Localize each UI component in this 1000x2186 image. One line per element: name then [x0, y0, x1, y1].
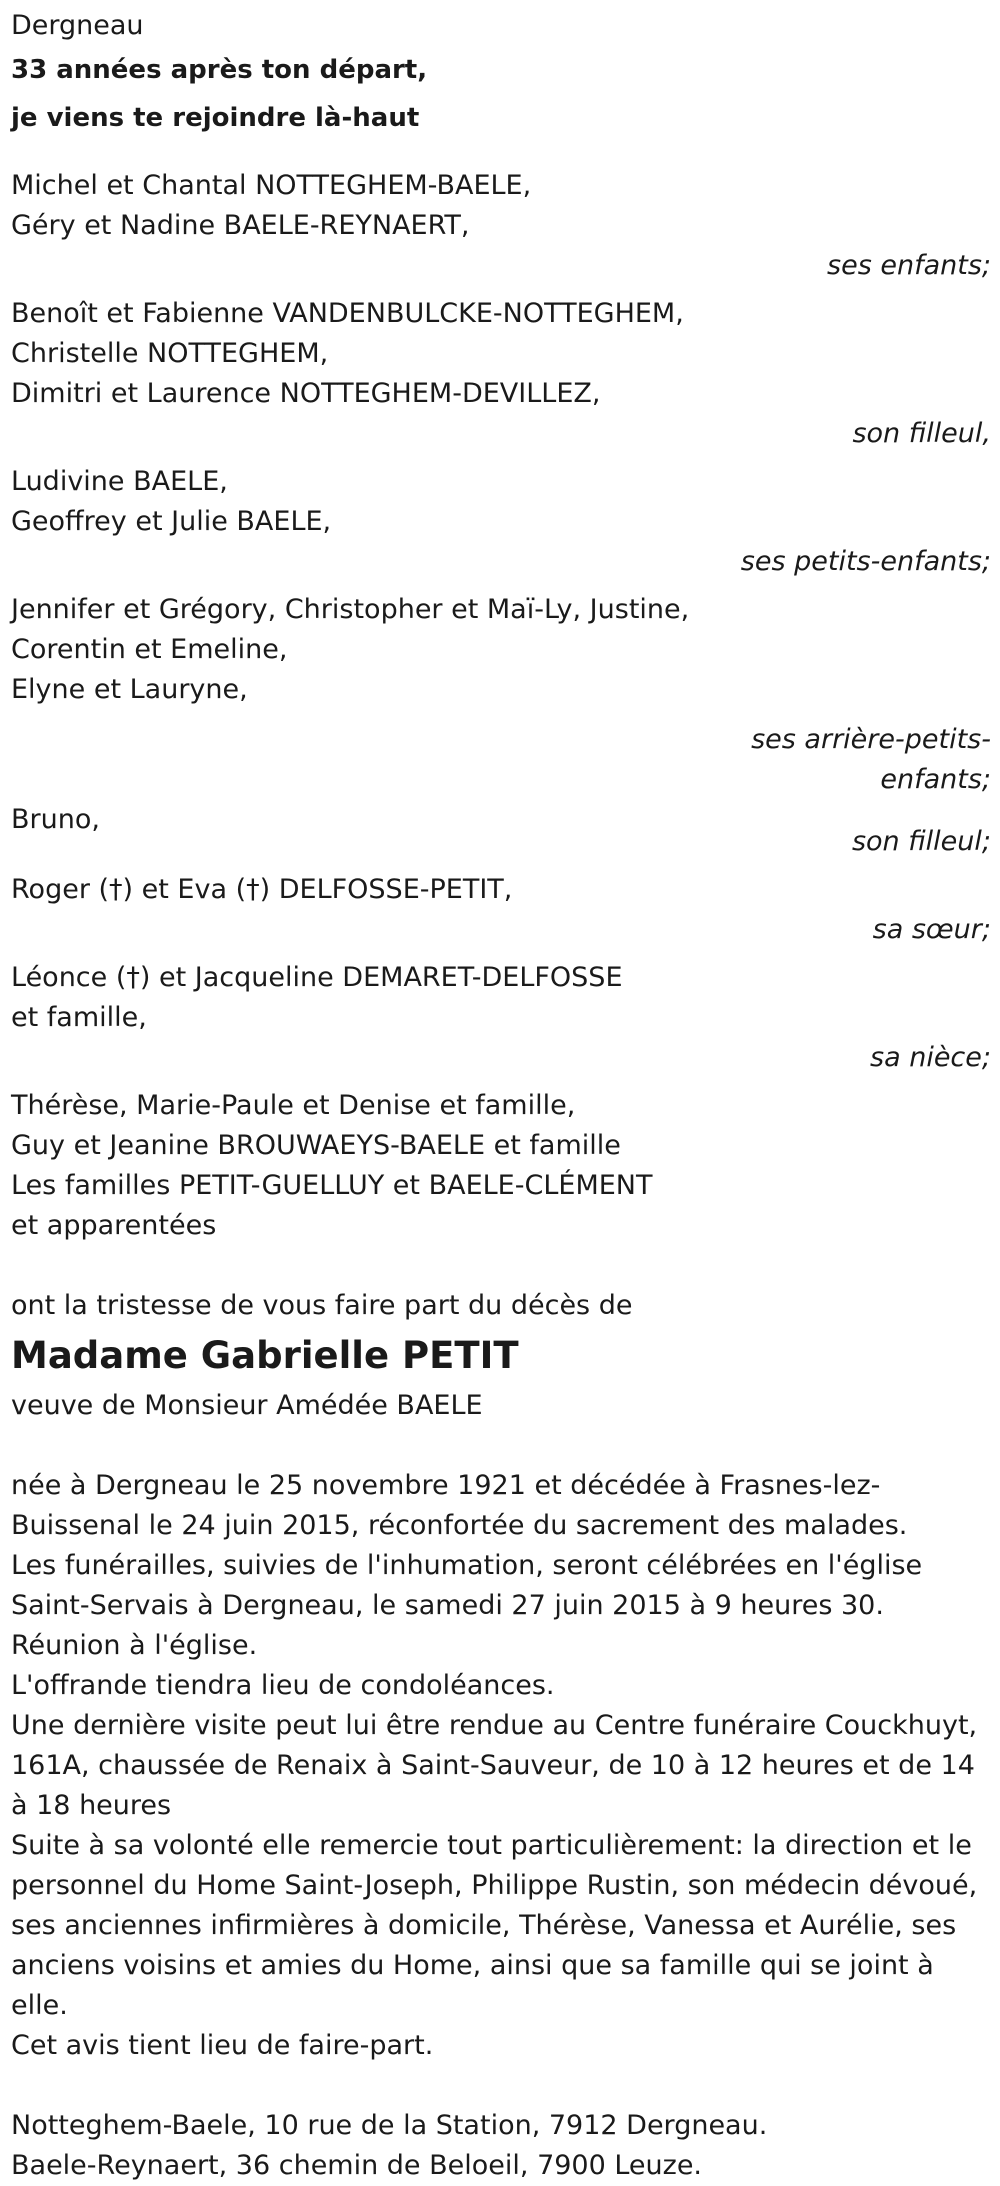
family-group-children [11, 166, 990, 286]
relation-label: sa sœur; [872, 914, 991, 945]
family-group-great-grandchildren [11, 590, 990, 800]
family-name-line: Jennifer et Grégory, Christopher et Maï-Ly, Justine, [11, 594, 690, 625]
notice-paragraph: Cet avis tient lieu de faire-part. [11, 2030, 434, 2061]
family-name-line: Dimitri et Laurence NOTTEGHEM-DEVILLEZ, [11, 378, 601, 409]
family-name-line: Corentin et Emeline, [11, 634, 288, 665]
family-name-line: Elyne et Lauryne, [11, 674, 248, 705]
family-name-line: Léonce (†) et Jacqueline DEMARET-DELFOSSE [11, 962, 623, 993]
family-name-line: Bruno, [11, 804, 100, 835]
relation-label: ses enfants; [827, 250, 991, 281]
family-name-line: Ludivine BAELE, [11, 466, 228, 497]
address-line: Baele-Reynaert, 36 chemin de Beloeil, 7900 Leuze. [11, 2150, 703, 2181]
family-group-bruno [11, 800, 990, 862]
funeral-paragraph: Les funérailles, suivies de l'inhumation, seront célébrées en l'église Saint-Servais à Dergneau, le samedi 27 juin 2015 à 9 heures 30. [11, 1550, 923, 1621]
family-name-line: Geoffrey et Julie BAELE, [11, 506, 332, 537]
intro-line-1: 33 années après ton départ, [11, 55, 428, 85]
meeting-paragraph: Réunion à l'église. [11, 1630, 258, 1661]
family-group-niece [11, 958, 990, 1078]
family-name-line: Michel et Chantal NOTTEGHEM-BAELE, [11, 170, 532, 201]
family-name-line: Les familles PETIT-GUELLUY et BAELE-CLÉMENT [11, 1170, 653, 1201]
intro-line-2: je viens te rejoindre là-haut [11, 103, 420, 133]
thanks-paragraph: Suite à sa volonté elle remercie tout particulièrement: la direction et le personnel du Home Saint-Joseph, Philippe Rustin, son médecin dévoué, ses anciennes infirmières à domicile, Thérèse, Vanessa et Aurélie, ses anciens voisins et amies du Home, ainsi que sa famille qui se joint à elle. [11, 1830, 978, 2021]
place: Dergneau [11, 10, 144, 41]
family-name-line: Benoît et Fabienne VANDENBULCKE-NOTTEGHEM, [11, 298, 684, 329]
deceased-name: Madame Gabrielle PETIT [11, 1334, 519, 1377]
address-line: Notteghem-Baele, 10 rue de la Station, 7912 Dergneau. [11, 2110, 768, 2141]
family-group-sister [11, 870, 990, 950]
announcement: ont la tristesse de vous faire part du décès de [11, 1290, 633, 1321]
details [11, 1466, 991, 2066]
family-name-line: Géry et Nadine BAELE-REYNAERT, [11, 210, 470, 241]
condolences-paragraph: L'offrande tiendra lieu de condoléances. [11, 1670, 555, 1701]
relation-label: son filleul; [851, 826, 991, 857]
widow-of: veuve de Monsieur Amédée BAELE [11, 1390, 483, 1421]
family-group-others [11, 1086, 990, 1246]
family-name-line: Thérèse, Marie-Paule et Denise et famille, [11, 1090, 576, 1121]
relation-label: ses petits-enfants; [740, 546, 991, 577]
relation-label: enfants; [880, 764, 991, 795]
family-name-line: Guy et Jeanine BROUWAEYS-BAELE et famille [11, 1130, 621, 1161]
visit-paragraph: Une dernière visite peut lui être rendue au Centre funéraire Couckhuyt, 161A, chaussée de Renaix à Saint-Sauveur, de 10 à 12 heures et de 14 à 18 heures [11, 1710, 978, 1821]
addresses [11, 2106, 990, 2186]
birth-death-paragraph: née à Dergneau le 25 novembre 1921 et décédée à Frasnes-lez-Buissenal le 24 juin 2015, réconfortée du sacrement des malades. [11, 1470, 908, 1541]
family-group-grandchildren [11, 462, 990, 582]
family-name-line: et apparentées [11, 1210, 217, 1241]
family-name-line: Christelle NOTTEGHEM, [11, 338, 329, 369]
family-group-godson [11, 294, 990, 454]
relation-label: son filleul, [852, 418, 991, 449]
intro [11, 0, 990, 142]
relation-label: ses arrière-petits- [751, 724, 991, 755]
family-name-line: Roger (†) et Eva (†) DELFOSSE-PETIT, [11, 874, 513, 905]
family-name-line: et famille, [11, 1002, 147, 1033]
relation-label: sa nièce; [870, 1042, 991, 1073]
